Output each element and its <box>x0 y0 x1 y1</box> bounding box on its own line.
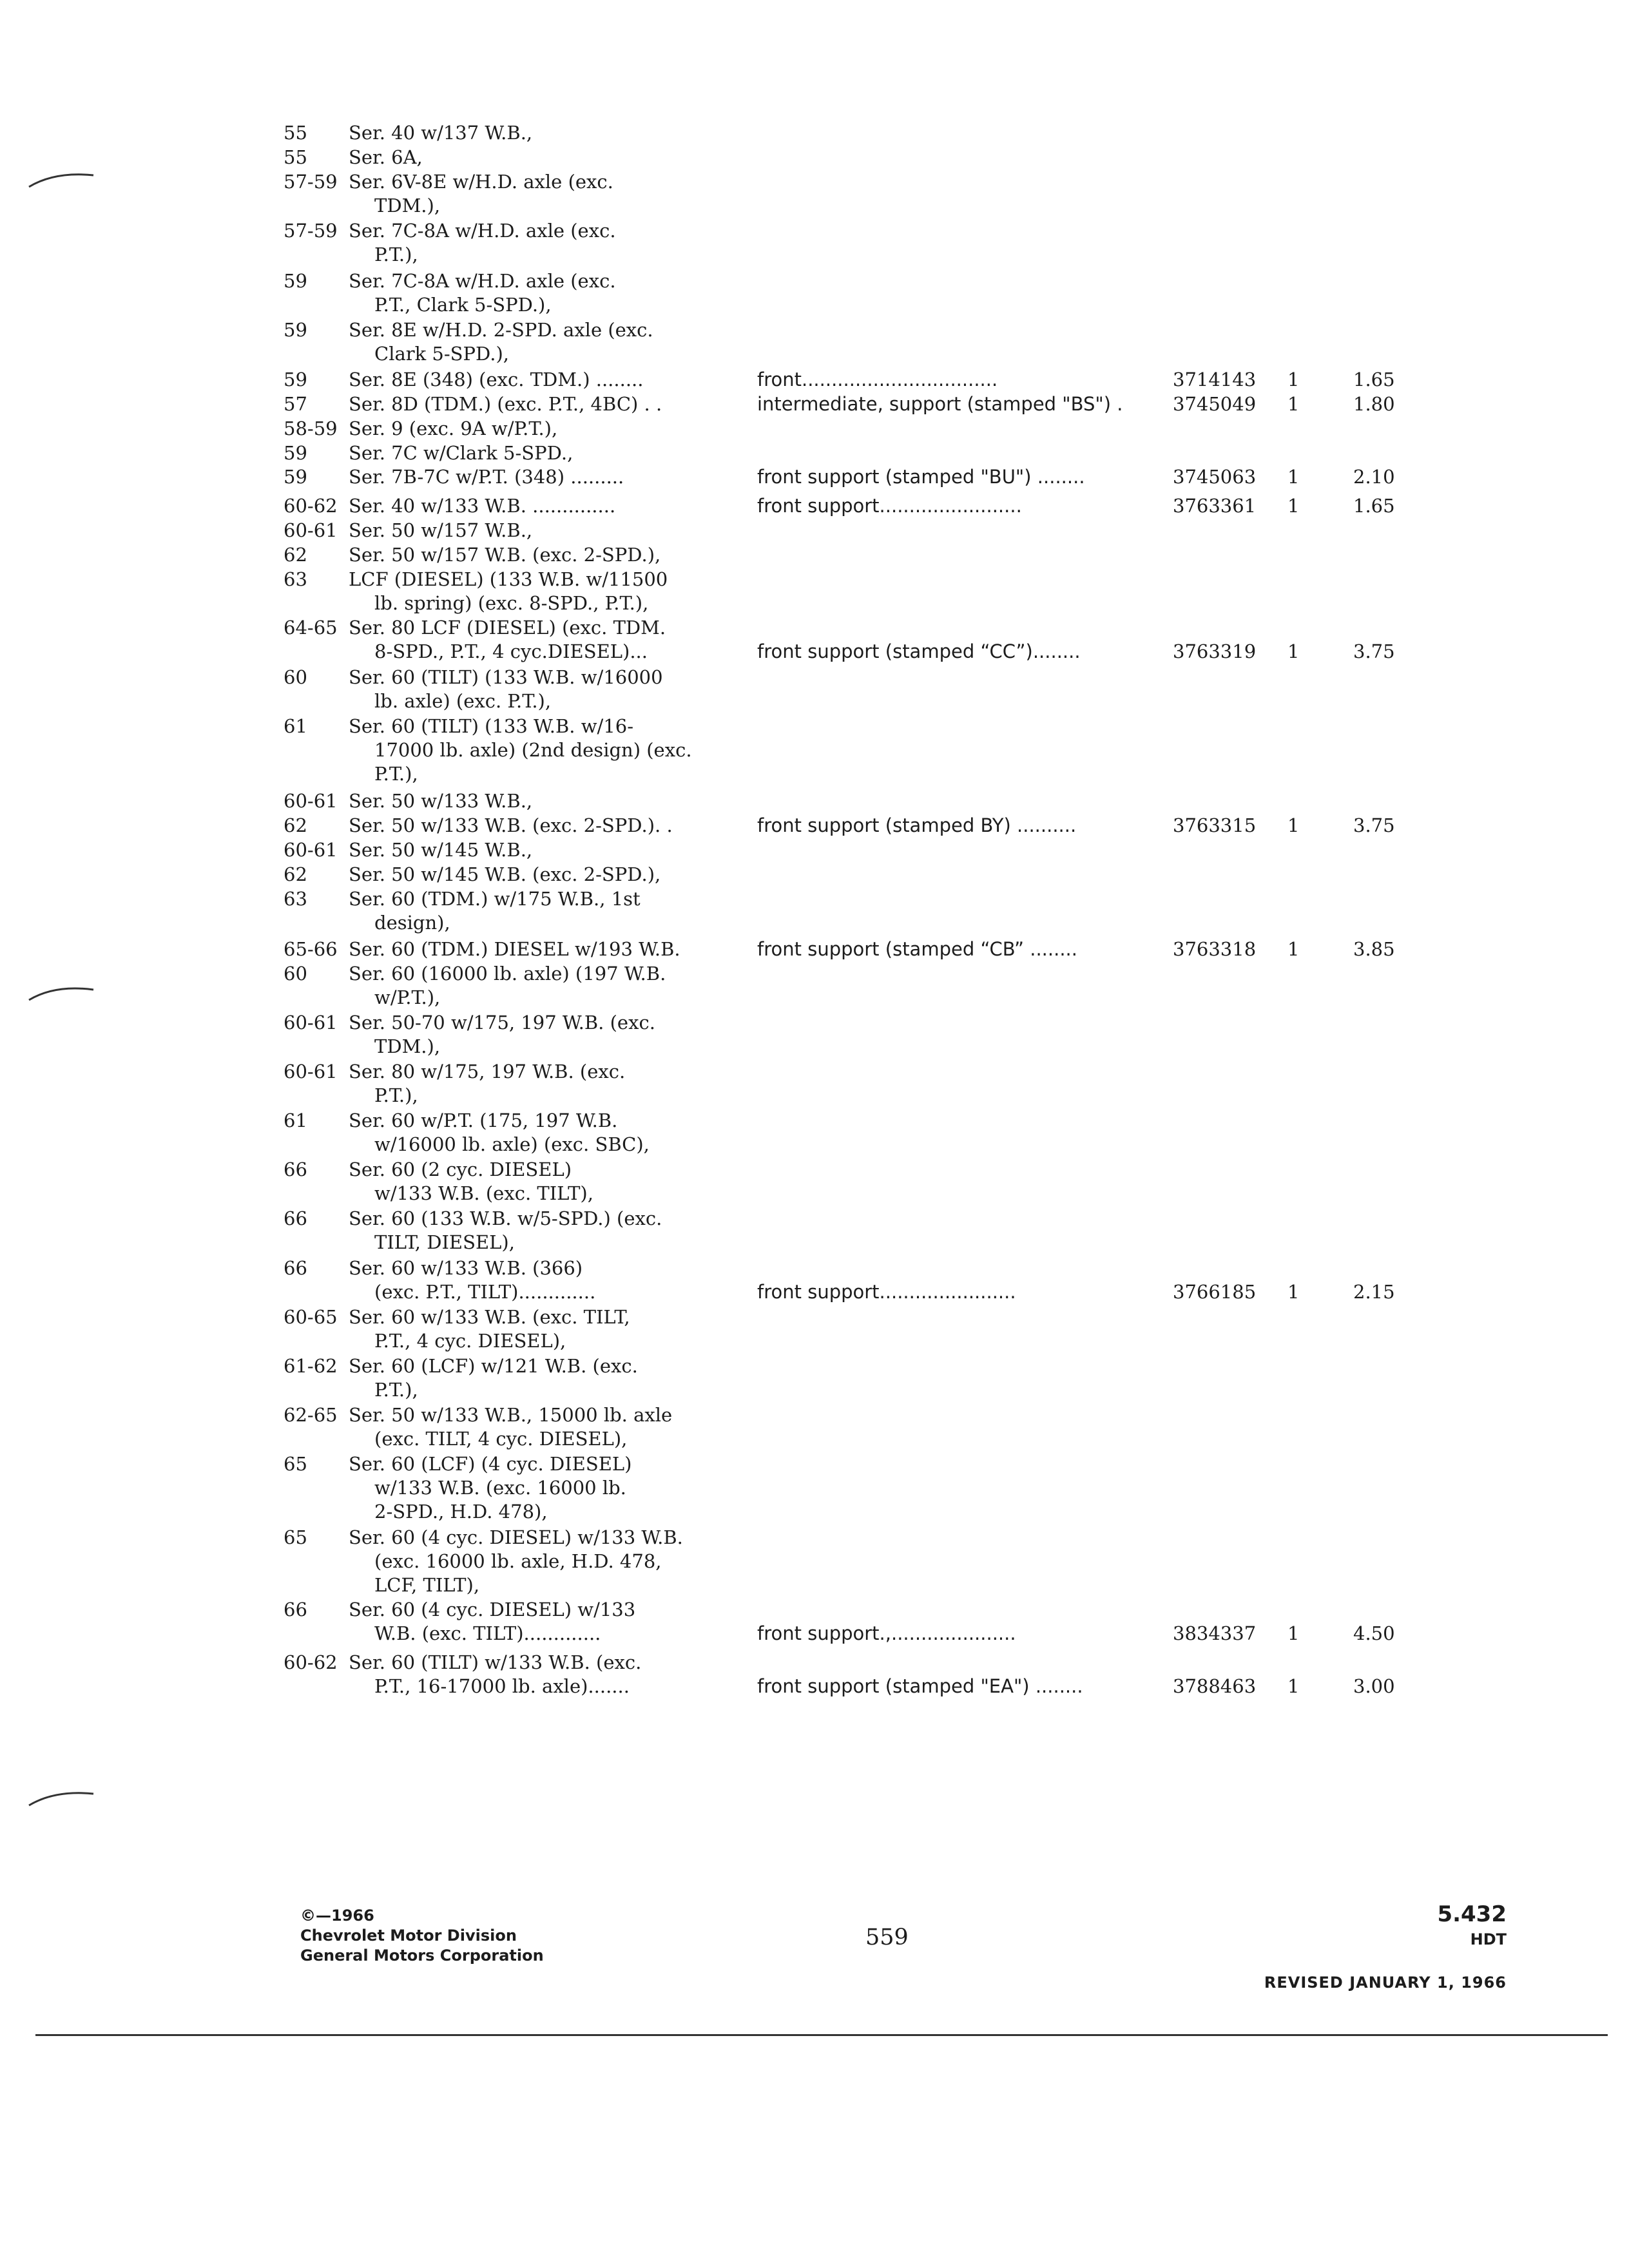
description-line: P.T., 16-17000 lb. axle)....... <box>374 1675 630 1697</box>
application-description <box>349 937 680 961</box>
model-year: 60-62 <box>284 1651 338 1673</box>
model-year: 66 <box>284 1599 307 1620</box>
application-description <box>349 1598 635 1646</box>
model-year: 66 <box>284 1207 307 1229</box>
part-name: intermediate, support (stamped "BS") . <box>757 393 1123 415</box>
part-price: 1.80 <box>1353 393 1395 415</box>
application-description <box>349 666 663 713</box>
application-description <box>349 1109 650 1157</box>
description-line: Ser. 60 w/133 W.B. (exc. TILT, <box>349 1306 630 1328</box>
description-line: Ser. 80 LCF (DIESEL) (exc. TDM. <box>349 617 666 639</box>
description-line: Ser. 8D (TDM.) (exc. P.T., 4BC) . . <box>349 393 662 415</box>
description-line: P.T.), <box>374 763 418 785</box>
model-year: 59 <box>284 442 307 464</box>
footer-rule <box>35 2034 1608 2036</box>
description-line: Ser. 6A, <box>349 146 423 168</box>
part-number: 3834337 <box>1173 1622 1257 1644</box>
model-year: 59 <box>284 466 307 488</box>
part-name: front support (stamped "BU") ........ <box>757 466 1085 488</box>
description-line: Ser. 50 w/157 W.B. (exc. 2-SPD.), <box>349 544 661 566</box>
part-quantity: 1 <box>1287 466 1300 488</box>
application-description <box>349 519 532 543</box>
part-quantity: 1 <box>1287 1281 1300 1303</box>
application-description <box>349 863 660 887</box>
publisher-block <box>300 1906 544 1966</box>
application-description <box>349 838 532 862</box>
application-description <box>349 494 615 518</box>
part-name: front................................. <box>757 369 998 390</box>
model-year: 60-61 <box>284 790 338 812</box>
application-description <box>349 392 662 416</box>
description-line: Ser. 50 w/133 W.B., <box>349 790 533 812</box>
application-description <box>349 1354 638 1402</box>
description-line: P.T., Clark 5-SPD.), <box>374 294 552 316</box>
part-quantity: 1 <box>1287 393 1300 415</box>
description-line: 8-SPD., P.T., 4 cyc.DIESEL)... <box>374 640 648 662</box>
description-line: P.T.), <box>374 244 418 265</box>
part-number: 3763319 <box>1173 640 1257 662</box>
application-description <box>349 1305 630 1353</box>
part-number: 3763315 <box>1173 814 1257 836</box>
part-price: 2.15 <box>1353 1281 1395 1303</box>
part-price: 3.00 <box>1353 1675 1395 1697</box>
application-description <box>349 543 660 567</box>
part-price: 1.65 <box>1353 369 1395 390</box>
application-description <box>349 269 616 317</box>
part-price: 3.75 <box>1353 640 1395 662</box>
application-description <box>349 1403 672 1451</box>
description-line: Ser. 60 (LCF) w/121 W.B. (exc. <box>349 1355 638 1377</box>
part-number: 3766185 <box>1173 1281 1257 1303</box>
part-number: 3714143 <box>1173 369 1257 390</box>
description-line: Ser. 50 w/145 W.B. (exc. 2-SPD.), <box>349 863 661 885</box>
model-year: 66 <box>284 1257 307 1279</box>
description-line: 17000 lb. axle) (2nd design) (exc. <box>374 739 692 761</box>
application-description <box>349 170 613 218</box>
part-number: 3763318 <box>1173 938 1257 960</box>
part-name: front support....................... <box>757 1281 1016 1303</box>
description-line: P.T.), <box>374 1084 418 1106</box>
description-line: w/133 W.B. (exc. TILT), <box>374 1182 593 1204</box>
model-year: 62 <box>284 863 307 885</box>
description-line: (exc. TILT, 4 cyc. DIESEL), <box>374 1428 628 1450</box>
application-description <box>349 1158 593 1206</box>
description-line: Ser. 60 (TILT) (133 W.B. w/16- <box>349 715 634 737</box>
description-line: Ser. 7B-7C w/P.T. (348) ......... <box>349 466 624 488</box>
model-year: 62 <box>284 544 307 566</box>
description-line: lb. spring) (exc. 8-SPD., P.T.), <box>374 592 649 614</box>
model-year: 63 <box>284 888 307 910</box>
part-price: 3.75 <box>1353 814 1395 836</box>
part-price: 1.65 <box>1353 495 1395 517</box>
application-description <box>349 616 666 664</box>
description-line: Ser. 7C-8A w/H.D. axle (exc. <box>349 220 616 242</box>
description-line: w/133 W.B. (exc. 16000 lb. <box>374 1477 626 1499</box>
section-subtitle: HDT <box>1470 1930 1507 1948</box>
description-line: Ser. 40 w/133 W.B. .............. <box>349 495 616 517</box>
model-year: 59 <box>284 319 307 341</box>
description-line: Ser. 50-70 w/175, 197 W.B. (exc. <box>349 1012 655 1033</box>
part-quantity: 1 <box>1287 1622 1300 1644</box>
application-description <box>349 1060 625 1108</box>
description-line: LCF (DIESEL) (133 W.B. w/11500 <box>349 568 668 590</box>
model-year: 61-62 <box>284 1355 338 1377</box>
description-line: TDM.), <box>374 1035 441 1057</box>
application-description <box>349 318 653 366</box>
description-line: Ser. 60 w/133 W.B. (366) <box>349 1257 583 1279</box>
application-description <box>349 1256 595 1304</box>
application-description <box>349 789 532 813</box>
model-year: 62-65 <box>284 1404 338 1426</box>
description-line: TDM.), <box>374 195 441 216</box>
part-name: front support (stamped “CC”)........ <box>757 640 1081 662</box>
description-line: Ser. 60 (4 cyc. DIESEL) w/133 <box>349 1599 636 1620</box>
description-line: Ser. 60 (TILT) w/133 W.B. (exc. <box>349 1651 642 1673</box>
model-year: 60-61 <box>284 519 338 541</box>
description-line: Ser. 60 (4 cyc. DIESEL) w/133 W.B. <box>349 1526 683 1548</box>
part-number: 3763361 <box>1173 495 1257 517</box>
model-year: 61 <box>284 1110 307 1131</box>
model-year: 60-61 <box>284 839 338 861</box>
application-description <box>349 441 573 465</box>
model-year: 65-66 <box>284 938 338 960</box>
part-name: front support........................ <box>757 495 1022 517</box>
description-line: TILT, DIESEL), <box>374 1231 515 1253</box>
model-year: 55 <box>284 146 307 168</box>
application-description <box>349 814 673 838</box>
model-year: 58-59 <box>284 418 338 439</box>
description-line: Ser. 50 w/133 W.B., 15000 lb. axle <box>349 1404 673 1426</box>
model-year: 55 <box>284 122 307 144</box>
part-name: front support.,..................... <box>757 1622 1016 1644</box>
model-year: 59 <box>284 369 307 390</box>
description-line: Ser. 60 (2 cyc. DIESEL) <box>349 1158 572 1180</box>
model-year: 60 <box>284 666 307 688</box>
model-year: 64-65 <box>284 617 338 639</box>
application-description <box>349 146 423 169</box>
description-line: Ser. 6V-8E w/H.D. axle (exc. <box>349 171 613 193</box>
description-line: Ser. 80 w/175, 197 W.B. (exc. <box>349 1061 626 1082</box>
application-description <box>349 1452 631 1524</box>
application-description <box>349 1651 641 1698</box>
part-price: 4.50 <box>1353 1622 1395 1644</box>
corporation-name: General Motors Corporation <box>300 1946 544 1965</box>
model-year: 61 <box>284 715 307 737</box>
description-line: P.T.), <box>374 1379 418 1401</box>
application-description <box>349 465 624 489</box>
description-line: Ser. 50 w/157 W.B., <box>349 519 533 541</box>
description-line: Ser. 60 (TDM.) w/175 W.B., 1st <box>349 888 641 910</box>
part-number: 3745063 <box>1173 466 1257 488</box>
application-description <box>349 1011 655 1059</box>
model-year: 60-62 <box>284 495 338 517</box>
model-year: 62 <box>284 814 307 836</box>
part-price: 2.10 <box>1353 466 1395 488</box>
model-year: 65 <box>284 1526 307 1548</box>
description-line: w/P.T.), <box>374 986 441 1008</box>
application-description <box>349 887 641 935</box>
description-line: Ser. 8E w/H.D. 2-SPD. axle (exc. <box>349 319 653 341</box>
description-line: Ser. 60 w/P.T. (175, 197 W.B. <box>349 1110 618 1131</box>
description-line: LCF, TILT), <box>374 1574 480 1596</box>
application-description <box>349 1526 683 1597</box>
description-line: W.B. (exc. TILT)............. <box>374 1622 601 1644</box>
part-quantity: 1 <box>1287 495 1300 517</box>
description-line: Ser. 7C-8A w/H.D. axle (exc. <box>349 270 616 292</box>
description-line: (exc. 16000 lb. axle, H.D. 478, <box>374 1550 662 1572</box>
description-line: lb. axle) (exc. P.T.), <box>374 690 552 712</box>
application-description <box>349 417 557 441</box>
copyright: ©—1966 <box>300 1907 374 1925</box>
description-line: Ser. 50 w/145 W.B., <box>349 839 533 861</box>
application-description <box>349 1207 662 1254</box>
application-description <box>349 715 692 786</box>
application-description <box>349 962 666 1010</box>
revision-date: REVISED JANUARY 1, 1966 <box>1264 1974 1507 1992</box>
part-quantity: 1 <box>1287 640 1300 662</box>
division-name: Chevrolet Motor Division <box>300 1927 517 1945</box>
model-year: 60-65 <box>284 1306 338 1328</box>
page-number: 559 <box>865 1925 909 1950</box>
application-description <box>349 219 616 267</box>
model-year: 57-59 <box>284 171 338 193</box>
description-line: 2-SPD., H.D. 478), <box>374 1501 548 1523</box>
part-price: 3.85 <box>1353 938 1395 960</box>
model-year: 60-61 <box>284 1012 338 1033</box>
description-line: Ser. 60 (16000 lb. axle) (197 W.B. <box>349 963 666 985</box>
description-line: w/16000 lb. axle) (exc. SBC), <box>374 1133 650 1155</box>
model-year: 66 <box>284 1158 307 1180</box>
application-description <box>349 568 668 615</box>
part-number: 3745049 <box>1173 393 1257 415</box>
part-quantity: 1 <box>1287 369 1300 390</box>
description-line: Ser. 60 (133 W.B. w/5-SPD.) (exc. <box>349 1207 662 1229</box>
description-line: Ser. 60 (TDM.) DIESEL w/193 W.B. <box>349 938 680 960</box>
model-year: 60-61 <box>284 1061 338 1082</box>
binder-hole-mark-icon <box>26 1785 103 1811</box>
model-year: 65 <box>284 1453 307 1475</box>
model-year: 60 <box>284 963 307 985</box>
section-number: 5.432 <box>1437 1901 1507 1927</box>
model-year: 59 <box>284 270 307 292</box>
description-line: Ser. 7C w/Clark 5-SPD., <box>349 442 574 464</box>
description-line: Ser. 9 (exc. 9A w/P.T.), <box>349 418 558 439</box>
part-quantity: 1 <box>1287 814 1300 836</box>
binder-hole-mark-icon <box>26 981 103 1006</box>
description-line: (exc. P.T., TILT)............. <box>374 1281 596 1303</box>
model-year: 57-59 <box>284 220 338 242</box>
description-line: Clark 5-SPD.), <box>374 343 510 365</box>
application-description <box>349 368 643 392</box>
part-name: front support (stamped BY) .......... <box>757 814 1077 836</box>
description-line: P.T., 4 cyc. DIESEL), <box>374 1330 566 1352</box>
part-number: 3788463 <box>1173 1675 1257 1697</box>
binder-hole-mark-icon <box>26 166 103 192</box>
part-name: front support (stamped "EA") ........ <box>757 1675 1083 1697</box>
part-quantity: 1 <box>1287 1675 1300 1697</box>
description-line: Ser. 60 (TILT) (133 W.B. w/16000 <box>349 666 663 688</box>
part-quantity: 1 <box>1287 938 1300 960</box>
description-line: Ser. 40 w/137 W.B., <box>349 122 533 144</box>
application-description <box>349 121 532 145</box>
description-line: Ser. 60 (LCF) (4 cyc. DIESEL) <box>349 1453 632 1475</box>
part-name: front support (stamped “CB” ........ <box>757 938 1077 960</box>
description-line: Ser. 50 w/133 W.B. (exc. 2-SPD.). . <box>349 814 673 836</box>
description-line: Ser. 8E (348) (exc. TDM.) ........ <box>349 369 644 390</box>
model-year: 63 <box>284 568 307 590</box>
description-line: design), <box>374 912 450 934</box>
model-year: 57 <box>284 393 307 415</box>
